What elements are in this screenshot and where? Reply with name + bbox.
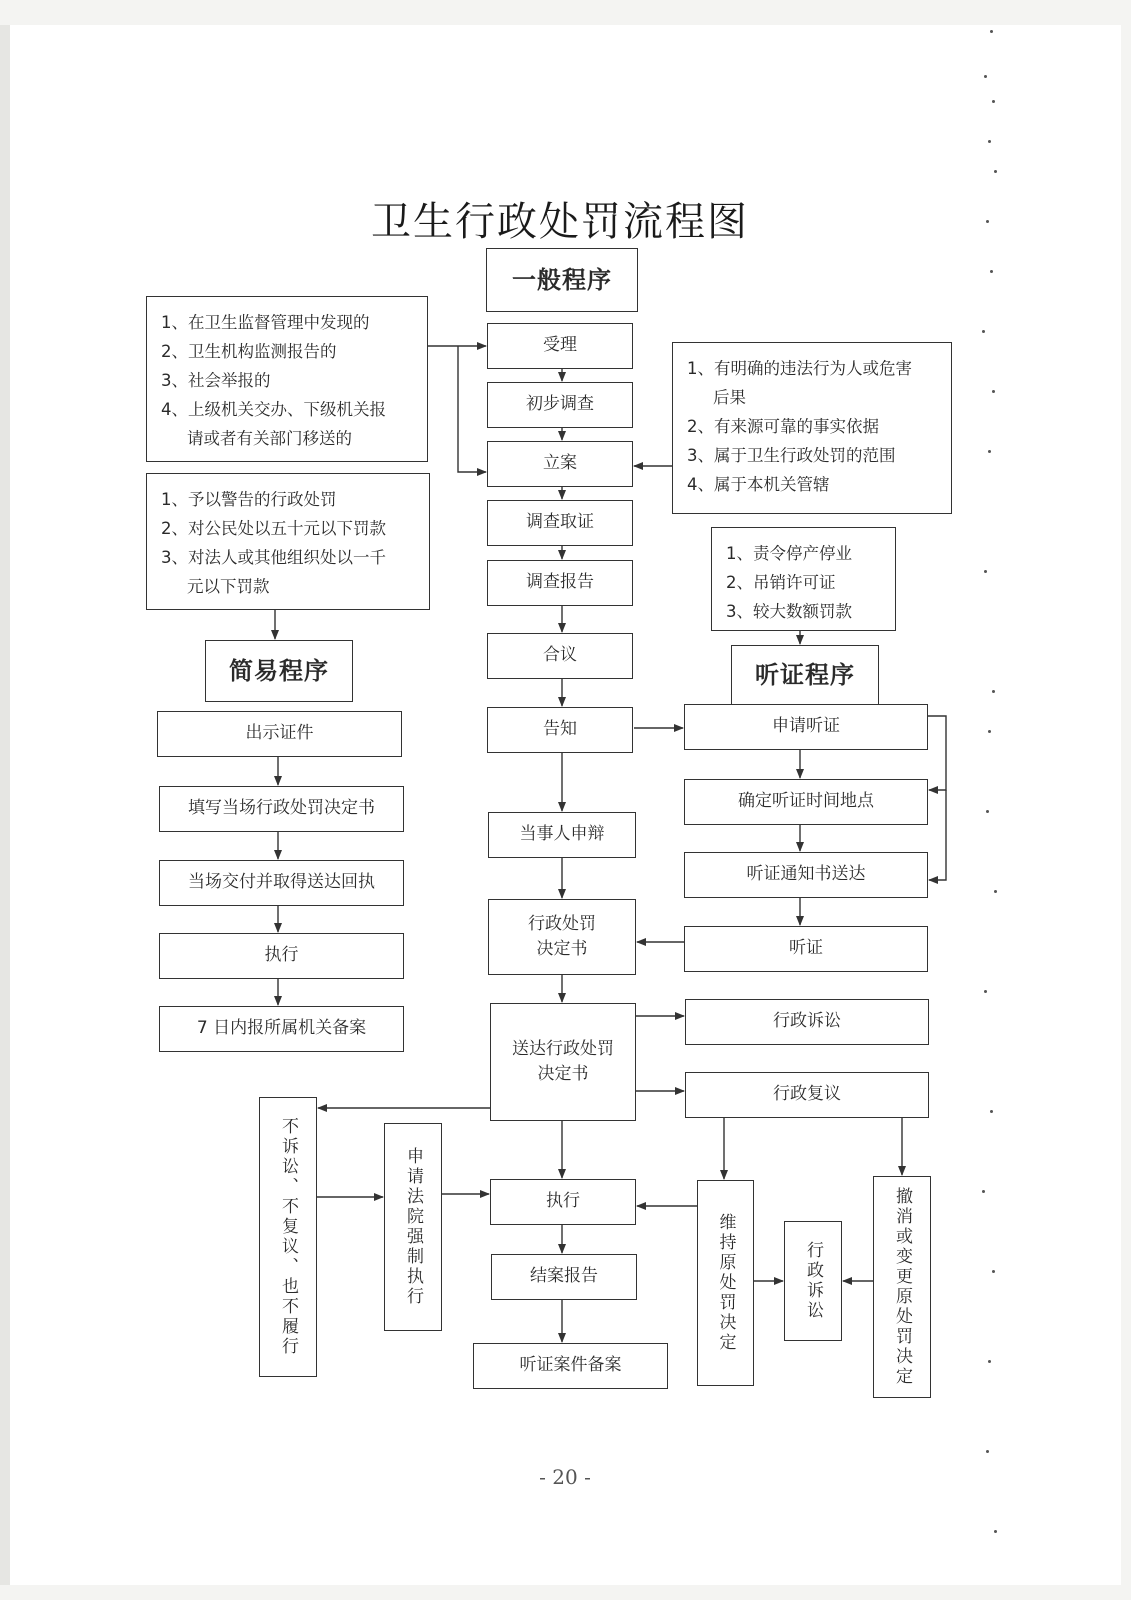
step-preliminary-investigation: 初步调查: [487, 382, 633, 428]
condition-item: 3、属于卫生行政处罚的范围: [687, 445, 896, 465]
hearing-condition-item: 1、责令停产停业: [726, 544, 852, 563]
step-evidence: 调查取证: [487, 500, 633, 546]
step-decision-line1: 行政处罚: [528, 913, 596, 934]
step-investigation-report: 调查报告: [487, 560, 633, 606]
source-item: 4、上级机关交办、下级机关报: [161, 399, 386, 419]
simple-condition-item: 元以下罚款: [187, 576, 270, 596]
arrow: [928, 716, 946, 790]
simple-condition-item: 2、对公民处以五十元以下罚款: [161, 518, 386, 538]
remedy-reconsideration: 行政复议: [685, 1072, 929, 1118]
condition-item: 1、有明确的违法行为人或危害: [687, 359, 912, 378]
step-defense: 当事人申辩: [488, 812, 636, 858]
remedy-maintain-text: 维持原处罚决定: [715, 1213, 736, 1353]
hearing-step-schedule: 确定听证时间地点: [684, 779, 928, 825]
step-serve-decision-line2: 决定书: [537, 1064, 589, 1084]
remedy-litigation-2-text: 行政诉讼: [803, 1241, 824, 1321]
simple-step-deliver-receipt: 当场交付并取得送达回执: [159, 860, 404, 906]
hearing-step-apply: 申请听证: [684, 704, 928, 750]
source-item: 2、卫生机构监测报告的: [161, 341, 337, 361]
remedy-revoke-text: 撤消或变更原处罚决定: [892, 1187, 913, 1387]
source-item: 1、在卫生监督管理中发现的: [161, 313, 370, 332]
simple-condition-item: 3、对法人或其他组织处以一千: [161, 547, 386, 567]
page-title: 卫生行政处罚流程图: [371, 199, 749, 245]
no-action-text: 不诉讼、不复议、也不履行: [278, 1117, 299, 1357]
condition-item: 后果: [713, 387, 746, 407]
step-close-report: 结案报告: [491, 1254, 637, 1300]
hearing-procedure-heading: 听证程序: [731, 645, 879, 705]
step-archive: 听证案件备案: [473, 1343, 668, 1389]
step-file-case: 立案: [487, 441, 633, 487]
arrow: [458, 346, 486, 472]
simple-step-fill-decision: 填写当场行政处罚决定书: [159, 786, 404, 832]
page-number: - 20 -: [539, 1465, 591, 1489]
hearing-step-hearing: 听证: [684, 926, 928, 972]
hearing-condition-item: 3、较大数额罚款: [726, 601, 852, 621]
source-item: 3、社会举报的: [161, 370, 271, 390]
simple-condition-item: 1、予以警告的行政处罚: [161, 490, 337, 509]
step-notify: 告知: [487, 707, 633, 753]
step-accept: 受理: [487, 323, 633, 369]
step-execute: 执行: [490, 1179, 636, 1225]
simple-step-execute: 执行: [159, 933, 404, 979]
step-decision-line2: 决定书: [536, 939, 588, 959]
hearing-step-notice: 听证通知书送达: [684, 852, 928, 898]
hearing-condition-item: 2、吊销许可证: [726, 572, 836, 592]
simple-step-show-id: 出示证件: [157, 711, 402, 757]
condition-item: 2、有来源可靠的事实依据: [687, 416, 879, 436]
simple-procedure-heading: 简易程序: [205, 640, 353, 702]
source-item: 请或者有关部门移送的: [187, 428, 352, 448]
court-enforcement-text: 申请法院强制执行: [403, 1147, 424, 1307]
step-deliberation: 合议: [487, 633, 633, 679]
condition-item: 4、属于本机关管辖: [687, 474, 830, 494]
general-procedure-heading: 一般程序: [486, 248, 638, 312]
arrow: [929, 790, 946, 880]
remedy-litigation: 行政诉讼: [685, 999, 929, 1045]
step-serve-decision-line1: 送达行政处罚: [512, 1038, 614, 1059]
simple-step-report-filing: 7 日内报所属机关备案: [159, 1006, 404, 1052]
